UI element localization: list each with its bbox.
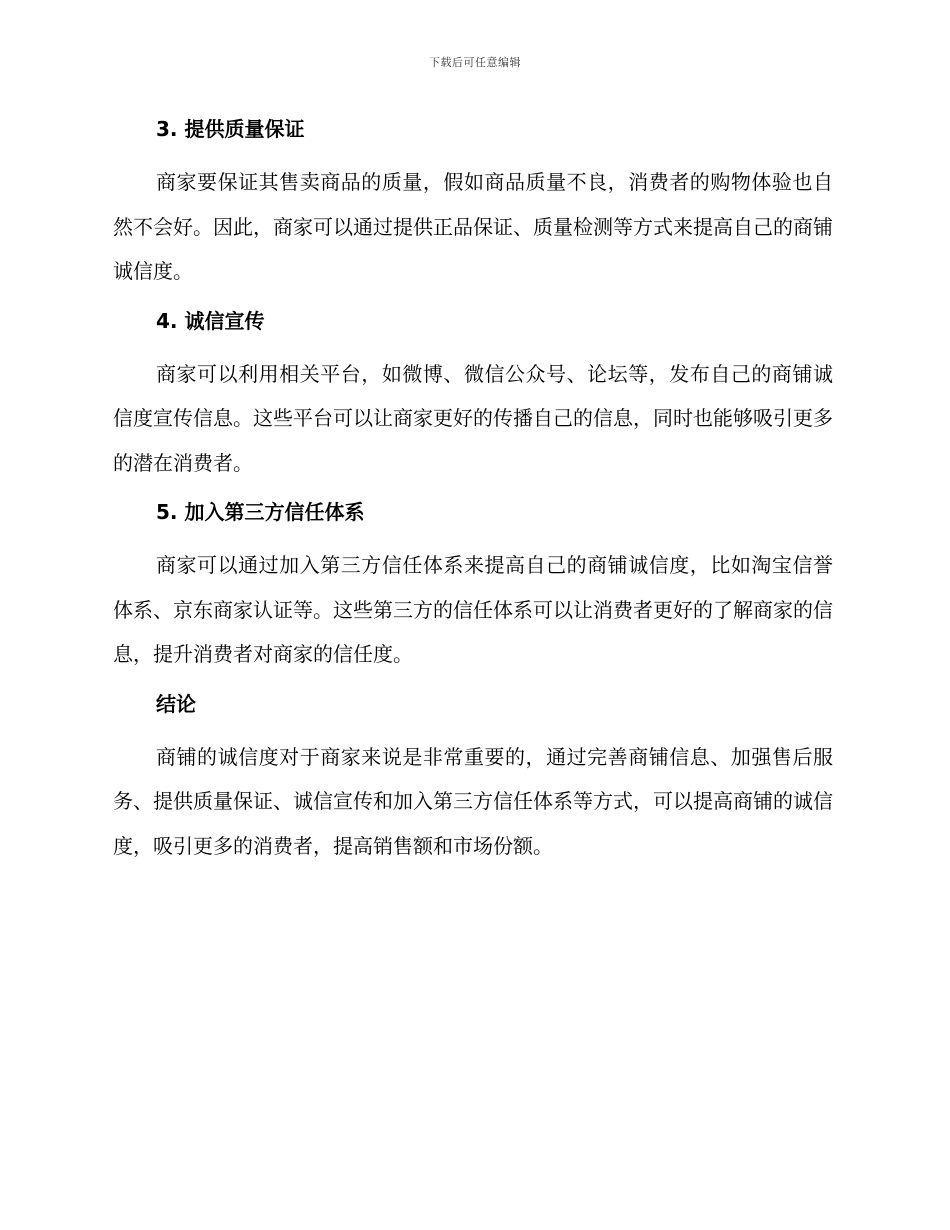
section-body-conclusion: 商铺的诚信度对于商家来说是非常重要的，通过完善商铺信息、加强售后服务、提供质量保证、诚信宣传和加入第三方信任体系等方式，可以提高商铺的诚信度，吸引更多的消费者，提高销售额和市场份额。	[113, 744, 833, 858]
section-heading-third-party: 5. 加入第三方信任体系	[156, 500, 365, 524]
section-body-third-party: 商家可以通过加入第三方信任体系来提高自己的商铺诚信度，比如淘宝信誉体系、京东商家认证等。这些第三方的信任体系可以让消费者更好的了解商家的信息，提升消费者对商家的信任度。	[113, 553, 833, 666]
section-heading-promotion: 4. 诚信宣传	[156, 308, 265, 333]
document-body	[113, 113, 833, 868]
section-body-quality: 商家要保证其售卖商品的质量，假如商品质量不良，消费者的购物体验也自然不会好。因此，商家可以通过提供正品保证、质量检测等方式来提高自己的商铺诚信度。	[113, 170, 833, 283]
section-heading-quality: 3. 提供质量保证	[156, 117, 305, 141]
section-heading-conclusion: 结论	[156, 691, 196, 716]
section-body-promotion: 商家可以利用相关平台，如微博、微信公众号、论坛等，发布自己的商铺诚信度宣传信息。这些平台可以让商家更好的传播自己的信息，同时也能够吸引更多的潜在消费者。	[113, 361, 833, 475]
page-header: 下载后可任意编辑	[429, 56, 521, 69]
